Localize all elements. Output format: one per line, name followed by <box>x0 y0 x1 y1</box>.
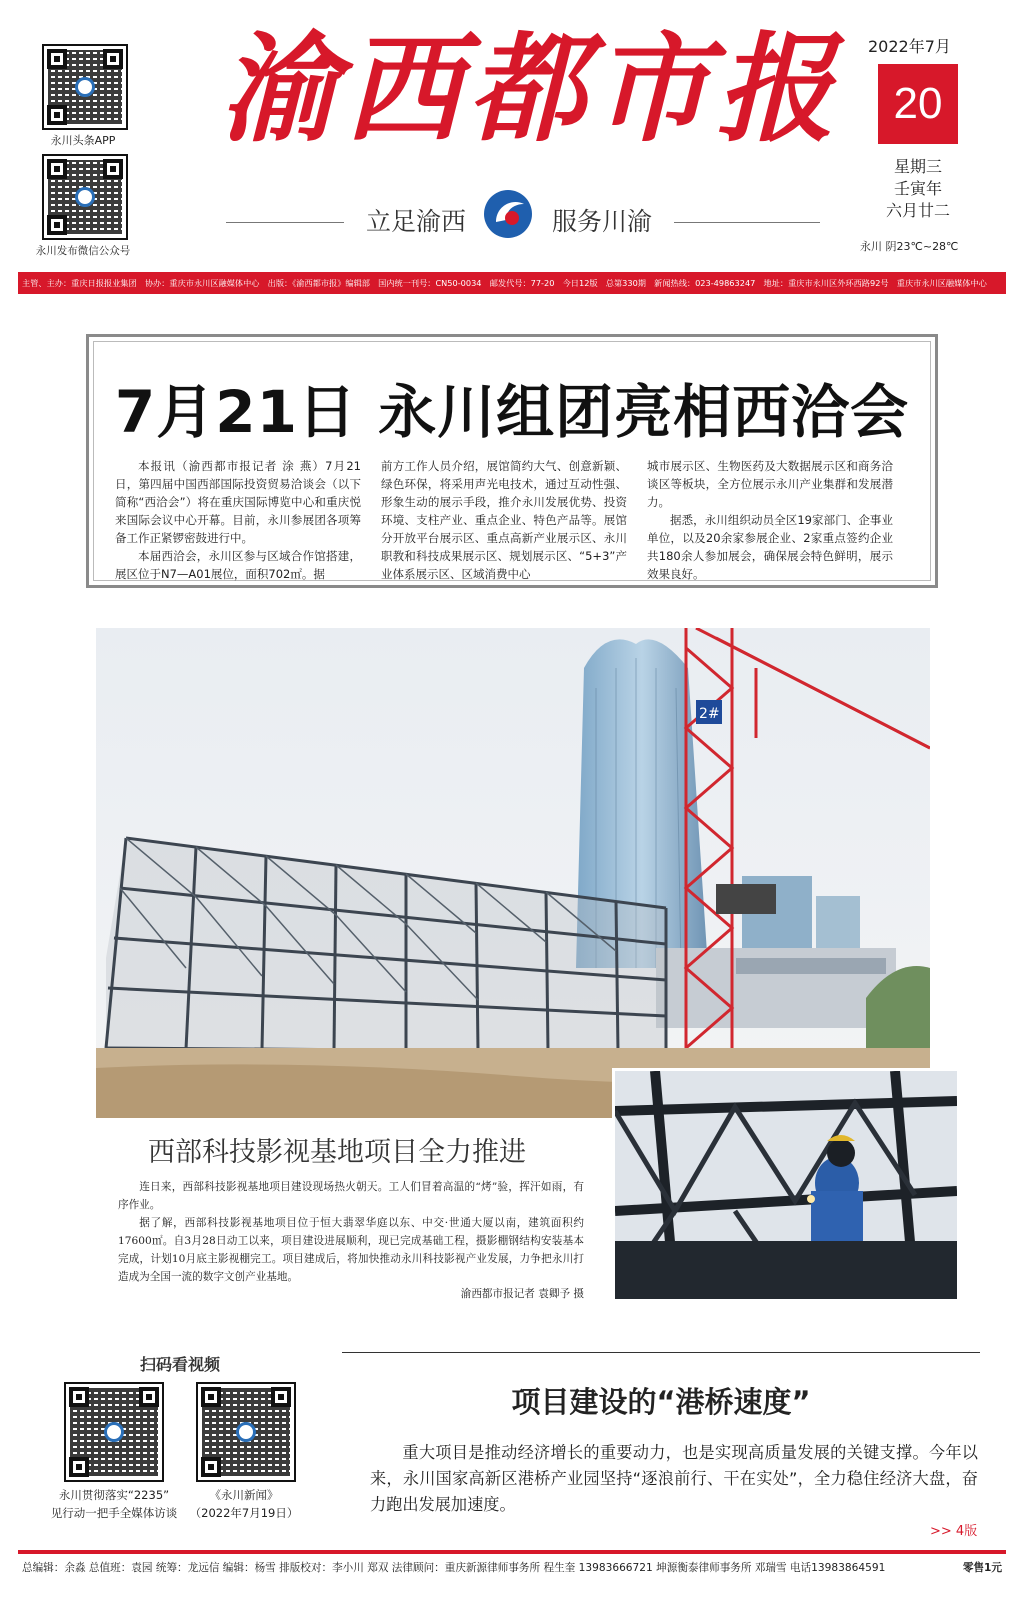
video-caption-2 <box>180 1486 308 1522</box>
feature-summary <box>370 1440 978 1518</box>
qr-caption-wechat: 永川发布微信公众号 <box>35 245 131 257</box>
photo-credit: 渝西都市报记者 袁卿予 摄 <box>460 1288 584 1300</box>
date-weekday: 星期三 <box>893 157 942 176</box>
video-caption-1 <box>44 1486 184 1522</box>
lead-paragraph: 城市展示区、生物医药及大数据展示区和商务洽谈区等板块，全方位展示永川产业集群和发展潜力。 <box>647 459 893 509</box>
photo-paragraph: 据了解，西部科技影视基地项目位于恒大翡翠华庭以东、中交·世通大厦以南，建筑面积约17600㎡。自3月28日动工以来，项目建设进展顺利，现已完成基础工程，摄影棚钢结构安装基本完成，计划10月底主影视棚完工。项目建成后，将加快推动永川科技影视产业发展，力争把永川打造成为全国一流的数字文创产业基地。 <box>118 1217 584 1283</box>
welder-inset-photo <box>612 1068 960 1302</box>
qr-caption-app: 永川头条APP <box>50 134 116 147</box>
video-caption-line: 永川贯彻落实“2235” <box>58 1488 170 1502</box>
photo-story-headline: 西部科技影视基地项目全力推进 <box>148 1137 526 1168</box>
date-year-month: 2022年7月 <box>868 37 951 56</box>
feature-paragraph: 重大项目是推动经济增长的重要动力，也是实现高质量发展的关键支撑。今年以来，永川国家高新区港桥产业园坚持“逐浪前行、干在实处”，全力稳住经济大盘，奋力跑出发展加速度。 <box>370 1443 978 1514</box>
footer-credits <box>22 1558 1002 1578</box>
crane-label: 2# <box>699 706 720 722</box>
slogan-line-left <box>226 222 344 223</box>
qr-code-video-1[interactable] <box>64 1382 164 1482</box>
photo-paragraph: 连日来，西部科技影视基地项目建设现场热火朝天。工人们冒着高温的“烤”验，挥汗如雨，有序作业。 <box>118 1181 584 1211</box>
date-ganzhi-year: 壬寅年 <box>893 179 942 198</box>
lead-column-1 <box>115 457 361 583</box>
feature-page-link[interactable]: >> 4版 <box>930 1524 978 1539</box>
lead-paragraph: 前方工作人员介绍，展馆简约大气、创意新颖、绿色环保，将采用声光电技术，通过互动性强、形象生动的展示手段，推介永川发展优势、投资环境、支柱产业、重点企业、特色产品等。展馆分开放平台展示区、重点高新产业展示区、永川职教和科技成果展示区、规划展示区、“5+3”产业体系展示区、区域消费中心 <box>381 459 627 581</box>
slogan-left: 立足渝西 <box>366 207 467 236</box>
publication-info-bar: 主管、主办：重庆日报报业集团 协办：重庆市永川区融媒体中心 出版：《渝西都市报》编辑部 国内统一刊号：CN50-0034 邮发代号：77-20 今日12版 总第330期 新闻热线：023-49863247 地址：重庆市永川区外环西路92号 重庆市永川区融媒体中心 <box>18 272 1006 294</box>
footer-rule <box>18 1550 1006 1554</box>
qr-code-icon <box>75 77 95 97</box>
video-caption-line: （2022年7月19日） <box>189 1506 299 1520</box>
photo-story-text <box>118 1178 584 1286</box>
footer-staff: 总编辑：余淼 总值班：袁园 统筹：龙远信 编辑：杨雪 排版校对：李小川 郑双 法律顾问：重庆新源律师事务所 程生奎 13983666721 坤源衡泰律师事务所 邓瑞雪 电话13983864591 <box>22 1562 886 1574</box>
construction-site-photo <box>96 628 930 1118</box>
lead-column-3 <box>647 457 893 583</box>
video-caption-line: 《永川新闻》 <box>209 1488 279 1502</box>
qr-code-wechat[interactable] <box>42 154 128 240</box>
slogan-right: 服务川渝 <box>552 207 653 236</box>
lead-headline: 7月21日 永川组团亮相西洽会 <box>114 378 910 446</box>
feature-headline: 项目建设的“港桥速度” <box>511 1385 811 1419</box>
masthead-logo-icon <box>482 188 534 240</box>
qr-code-icon <box>104 1422 124 1442</box>
date-day-box: 20 <box>878 64 958 144</box>
date-lunar: 六月廿二 <box>885 201 950 220</box>
qr-code-icon <box>236 1422 256 1442</box>
lead-paragraph: 本届西洽会，永川区参与区域合作馆搭建，展区位于N7—A01展位，面积702㎡。据 <box>115 549 361 581</box>
video-section-title: 扫码看视频 <box>140 1355 221 1374</box>
feature-top-rule <box>342 1352 980 1353</box>
qr-code-video-2[interactable] <box>196 1382 296 1482</box>
date-lunar-block <box>870 156 966 222</box>
video-caption-line: 见行动一把手全媒体访谈 <box>50 1506 178 1520</box>
weather-info: 永川 阴23℃~28℃ <box>860 240 959 253</box>
lead-paragraph: 本报讯（渝西都市报记者 涂 燕）7月21日，第四届中国西部国际投资贸易洽谈会（以下简称“西洽会”）将在重庆国际博览中心和重庆悦来国际会议中心开幕。目前，永川参展团各项筹备工作正紧锣密鼓进行中。 <box>115 459 361 545</box>
footer-price: 零售1元 <box>962 1562 1002 1574</box>
qr-code-icon <box>75 187 95 207</box>
lead-story-box <box>86 334 938 588</box>
lead-paragraph: 据悉，永川组织动员全区19家部门、企事业单位，以及20余家参展企业、2家重点签约企业共180余人参加展会，确保展会特色鲜明，展示效果良好。 <box>647 513 893 581</box>
lead-column-2 <box>381 457 627 583</box>
slogan-line-right <box>674 222 820 223</box>
masthead-title: 渝西都市报 <box>220 19 841 158</box>
qr-code-app[interactable] <box>42 44 128 130</box>
